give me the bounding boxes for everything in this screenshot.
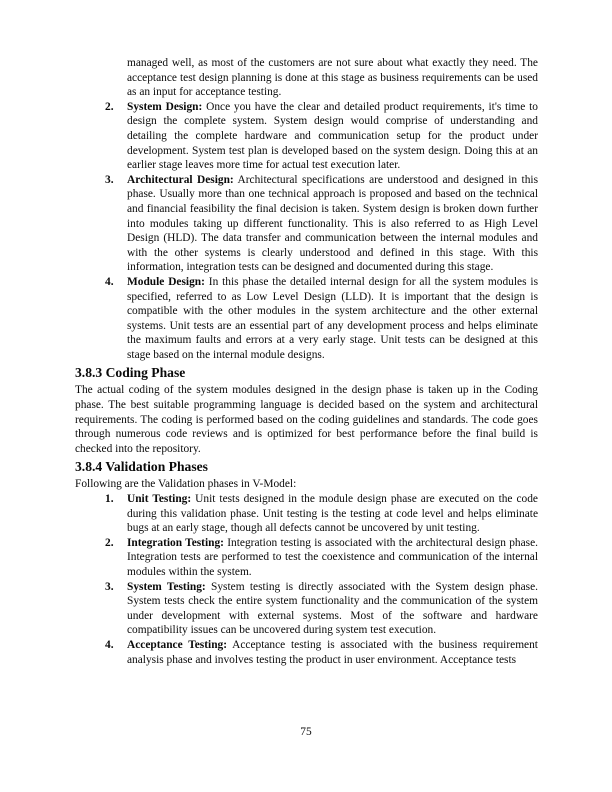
list-number: 3. [105,173,114,186]
list-item-label: Acceptance Testing: [127,638,228,651]
paragraph-validation-intro: Following are the Validation phases in V-Model: [75,478,297,491]
list-item-text: Acceptance testing is associated with the business requirement analysis phase and involves testing the product in user environment. Acceptance tests [127,638,538,666]
list-item-module-design [75,275,538,363]
list-item-acceptance-testing [75,638,538,667]
list-number: 2. [105,536,114,549]
paragraph-coding-phase: The actual coding of the system modules designed in the design phase is taken up in the Coding phase. The best suitable programming language is decided based on the system and architectural requirements. The coding is performed based on the coding guidelines and standards. The code goes through numerous code reviews and is optimized for best performance before the final build is checked into the repository. [75,384,538,455]
heading-coding-phase: 3.8.3 Coding Phase [75,365,186,381]
list-item-text: Integration testing is associated with the architectural design phase. Integration tests are performed to test the coexistence and communication of the internal modules within the system. [127,536,539,578]
list-item-text: System testing is directly associated with the System design phase. System tests check the entire system functionality and the communication of the system under development with external systems. Most of the software and hardware compatibility issues can be uncovered during system test execution. [127,580,538,637]
page-number: 75 [300,726,312,738]
list-number: 2. [105,100,114,113]
page-content [75,56,538,667]
list-number: 4. [105,275,114,288]
list-item-architectural-design [75,173,538,275]
list-item-label: Module Design: [127,275,205,288]
list-item-label: Unit Testing: [127,493,192,506]
list-item-integration-testing [75,536,538,580]
list-number: 1. [105,493,114,506]
list-number: 4. [105,638,114,651]
list-item-unit-testing [75,492,538,536]
list-item-text: Unit tests designed in the module design phase are executed on the code during this validation phase. Unit testing is the testing at code level and helps eliminate bugs at an early stage, though all defects cannot be uncovered by unit testing. [127,493,538,535]
heading-validation-phases: 3.8.4 Validation Phases [75,459,208,475]
list-item-text: Once you have the clear and detailed product requirements, it's time to design the complete system. System design would comprise of understanding and detailing the complete hardware and communication setup for the product under development. System test plan is developed based on the system design. Doing this at an earlier stage leaves more time for actual test execution later. [127,100,538,172]
list-item-label: Integration Testing: [127,536,224,549]
list-item-system-design [75,100,538,173]
list-item-system-testing [75,580,538,638]
paragraph-continuation: managed well, as most of the customers are not sure about what exactly they need. The acceptance test design planning is done at this stage as business requirements can be used as an input for acceptance testing. [127,57,538,99]
list-item-label: System Testing: [127,580,206,593]
list-item-label: System Design: [127,100,203,113]
list-item-label: Architectural Design: [127,173,234,186]
list-item-text: In this phase the detailed internal design for all the system modules is specified, referred to as Low Level Design (LLD). It is important that the design is compatible with the other modules in the system architecture and the other external systems. Unit tests are an essential part of any development process and helps eliminate the maximum faults and errors at a very early stage. Unit tests can be designed at this stage based on the internal module designs. [127,275,538,361]
list-number: 3. [105,580,114,593]
list-item-text: Architectural specifications are understood and designed in this phase. Usually more than one technical approach is proposed and based on the technical and financial feasibility the final decision is taken. System design is broken down further into modules taking up different functionality. This is also referred to as High Level Design (HLD). The data transfer and communication between the internal modules and with the other systems is clearly understood and defined in this stage. With this information, integration tests can be designed and documented during this stage. [127,173,538,274]
